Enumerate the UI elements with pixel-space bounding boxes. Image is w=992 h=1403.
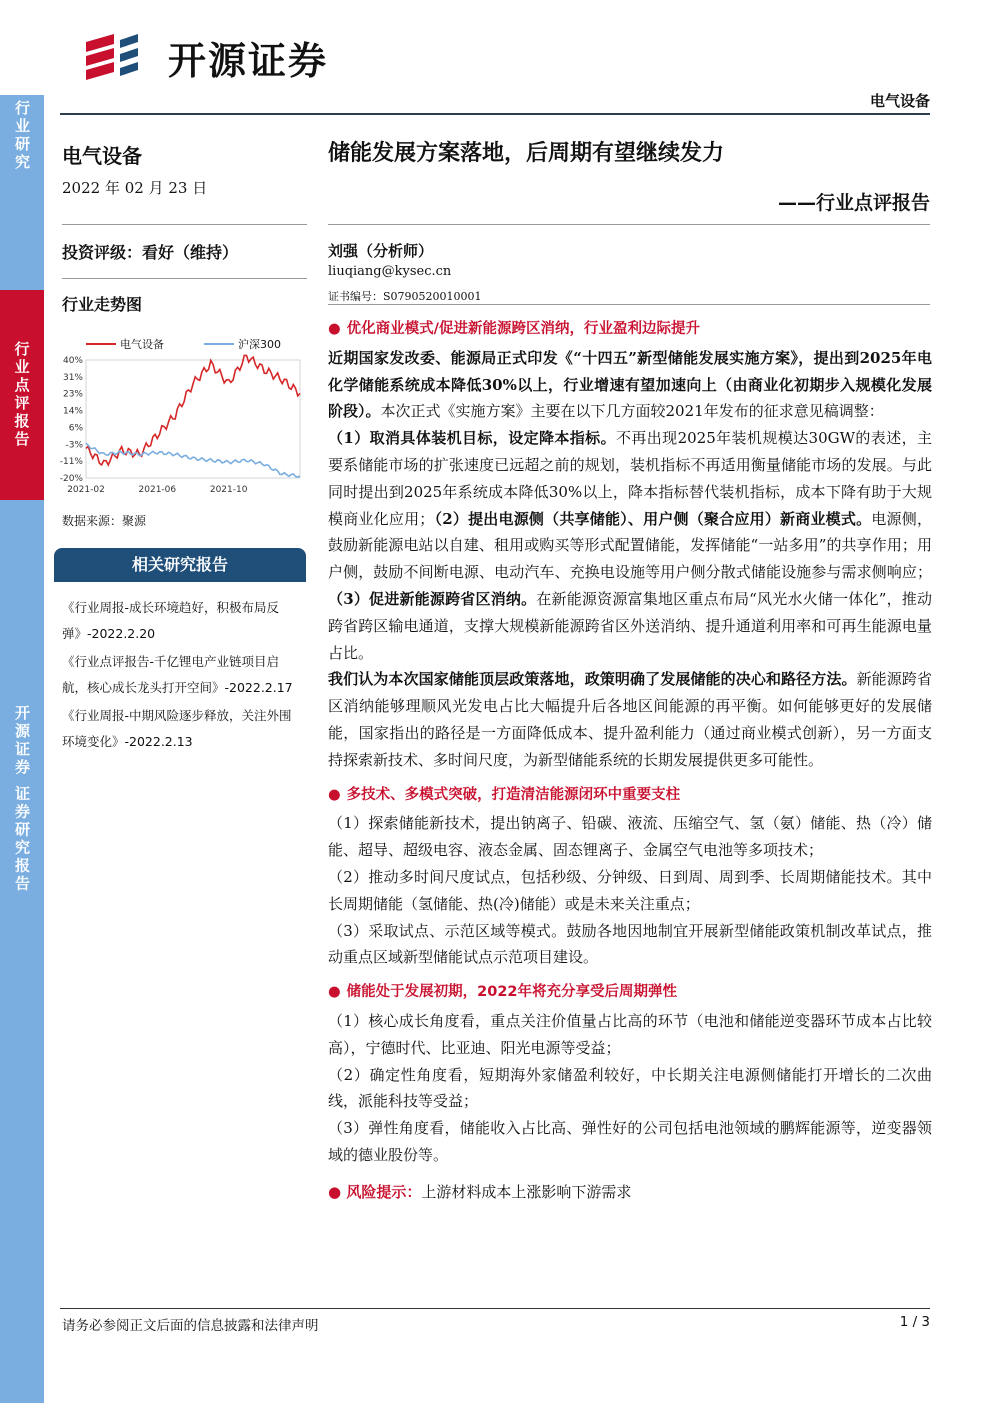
bold-text: （1）取消具体装机目标，设定降本指标。 <box>328 429 616 448</box>
bullet-icon: ● <box>328 321 341 337</box>
paragraph: （1）探索储能新技术，提出钠离子、铅碳、液流、压缩空气、氢（氨）储能、热（冷）储能、超导、超级电容、液态金属、固态锂离子、金属空气电池等多项技术； <box>328 814 932 860</box>
x-tick-label: 2021-10 <box>209 485 248 495</box>
paragraph: （1）核心成长角度看，重点关注价值量占比高的环节（电池和储能逆变器环节成本占比较高），宁德时代、比亚迪、阳光电源等受益； <box>328 1011 932 1057</box>
y-tick-label: -11% <box>59 457 83 468</box>
divider <box>328 224 930 225</box>
trend-chart <box>56 330 306 500</box>
section-2-title <box>328 782 932 809</box>
paragraph: （3）弹性角度看，储能收入占比高、弹性好的公司包括电池领域的鹏辉能源等，逆变器领域的德业股份等。 <box>328 1119 932 1164</box>
report-body <box>328 312 932 1206</box>
paragraph <box>328 666 932 773</box>
header-rule <box>60 113 930 115</box>
divider <box>62 224 307 225</box>
y-tick-label: 14% <box>62 406 83 417</box>
y-tick-label: 31% <box>62 372 83 383</box>
bullet-icon: ● <box>328 984 341 1001</box>
investment-rating: 投资评级：看好（维持） <box>62 243 239 262</box>
paragraph <box>328 425 932 666</box>
side-band-mid <box>0 290 44 500</box>
paragraph: （3）采取试点、示范区域等模式。鼓励各地因地制宜开展新型储能政策机制改革试点，推动重点区域新型储能试点示范项目建设。 <box>328 921 932 967</box>
y-tick-label: 6% <box>68 423 83 434</box>
body-text: 本次正式《实施方案》主要在以下几方面较2021年发布的征求意见稿调整： <box>380 402 884 421</box>
x-tick-label: 2021-06 <box>138 485 177 495</box>
bullet-icon: ● <box>328 1182 347 1201</box>
body-text: 在新能源资源富集地区重点布局“风光水火储一体化”，推动跨省跨区输电通道，支撑大规模新能源跨省区外送消纳、提升通道利用率和可再生能源电量占比。 <box>328 589 932 662</box>
paragraph <box>328 345 932 425</box>
series-line <box>86 355 300 465</box>
body-text: 电源侧，鼓励新能源电站以自建、租用或购买等形式配置储能，发挥储能“一站多用”的共享作用；用户侧，鼓励不间断电源、电动汽车、充换电设施等用户侧分散式储能设施参与需求侧响应； <box>328 509 932 582</box>
paragraph: （2）确定性角度看，短期海外家储盈利较好，中长期关注电源侧储能打开增长的二次曲线，派能科技等受益； <box>328 1065 932 1111</box>
risk-paragraph <box>328 1179 932 1206</box>
section-3-title <box>328 979 932 1006</box>
page-number: 1 / 3 <box>899 1314 930 1330</box>
y-tick-label: 40% <box>62 356 83 366</box>
data-source: 数据来源：聚源 <box>62 514 147 528</box>
bold-text: 我们认为本次国家储能顶层政策落地，政策明确了发展储能的决心和路径方法。 <box>328 670 857 689</box>
legend-label: 电气设备 <box>120 338 164 351</box>
section-1-title <box>328 316 932 343</box>
footer-rule <box>60 1308 930 1309</box>
bold-text: 近期国家发改委、能源局正式印发《“十四五”新型储能发展实施方案》，提出到2025年电化学储能系统成本降低30%以上，行业增速有望加速向上（由商业化初期步入规模化发展阶段）。 <box>328 348 932 421</box>
company-name: 开源证券 <box>168 39 329 83</box>
side-band-bottom-text: 开源证券 证券研究报告 <box>13 705 31 894</box>
sector-tag: 电气设备 <box>869 92 930 110</box>
report-subtitle: ——行业点评报告 <box>777 192 930 214</box>
section-title-text: 储能处于发展初期，2022年将充分享受后周期弹性 <box>346 984 678 1001</box>
report-date: 2022 年 02 月 23 日 <box>62 179 208 197</box>
bold-text: （3）促进新能源跨省区消纳。 <box>328 589 537 608</box>
chart-frame <box>86 360 300 478</box>
logo-mark-icon <box>84 32 158 84</box>
section-title-text: 多技术、多模式突破，打造清洁能源闭环中重要支柱 <box>346 786 681 803</box>
bullet-icon: ● <box>328 786 341 803</box>
analyst-cert: 证书编号：S0790520010001 <box>328 290 482 303</box>
report-title: 储能发展方案落地，后周期有望继续发力 <box>328 141 725 166</box>
risk-text: 上游材料成本上涨影响下游需求 <box>421 1182 632 1201</box>
y-tick-label: -20% <box>59 474 83 484</box>
side-band-top <box>0 0 44 290</box>
body-text: 不再出现2025年装机规模达30GW的表述，主要系储能市场的扩张速度已远超之前的规划，装机指标不再适用衡量储能市场的发展。与此同时提出到2025年系统成本降低30%以上，降本指标替代装机指标，成本下降有助于大规模商业化应用； <box>328 429 932 528</box>
industry-label: 电气设备 <box>62 144 142 168</box>
y-tick-label: -3% <box>65 440 83 451</box>
y-tick-label: 23% <box>62 389 83 400</box>
footer-disclaimer: 请务必参阅正文后面的信息披露和法律声明 <box>62 1318 319 1334</box>
paragraph: （2）推动多时间尺度试点，包括秒级、分钟级、日到周、周到季、长周期储能技术。其中长周期储能（氢储能、热(冷)储能）或是未来关注重点； <box>328 867 932 913</box>
x-tick-label: 2021-02 <box>67 485 105 495</box>
side-band-mid-text: 行业点评报告 <box>12 341 31 449</box>
body-text: 新能源跨省区消纳能够理顺风光发电占比大幅提升后各地区间能源的再平衡。如何能够更好的发展储能，国家指出的路径是一方面降低成本、提升盈利能力（通过商业模式创新），另一方面支持探索新技术、多时间尺度，为新型储能系统的长期发展提供更多可能性。 <box>328 670 932 769</box>
analyst-name: 刘强（分析师） <box>328 242 434 260</box>
analyst-email[interactable]: liuqiang@kysec.cn <box>328 264 452 279</box>
side-band-top-text: 行业研究 <box>13 100 31 172</box>
bold-text: （2）提出电源侧（共享储能）、用户侧（聚合应用）新商业模式。 <box>434 509 872 528</box>
section-title-text: 优化商业模式/促进新能源跨区消纳，行业盈利边际提升 <box>346 321 700 337</box>
related-reports-title: 相关研究报告 <box>54 548 306 582</box>
company-logo <box>84 30 328 85</box>
divider <box>62 278 307 279</box>
risk-label: 风险提示： <box>346 1182 422 1201</box>
divider <box>328 304 930 305</box>
series-line <box>86 443 300 477</box>
side-band-bottom <box>0 500 44 1403</box>
trend-title: 行业走势图 <box>62 295 143 314</box>
related-report-item[interactable]: 《行业点评报告-千亿锂电产业链项目启航，核心成长龙头打开空间》-2022.2.17 <box>62 654 293 695</box>
legend-label: 沪深300 <box>238 338 281 351</box>
related-report-item[interactable]: 《行业周报-中期风险逐步释放，关注外围环境变化》-2022.2.13 <box>62 708 292 749</box>
related-reports-list <box>62 595 302 757</box>
related-report-item[interactable]: 《行业周报-成长环境趋好，积极布局反弹》-2022.2.20 <box>62 600 280 641</box>
